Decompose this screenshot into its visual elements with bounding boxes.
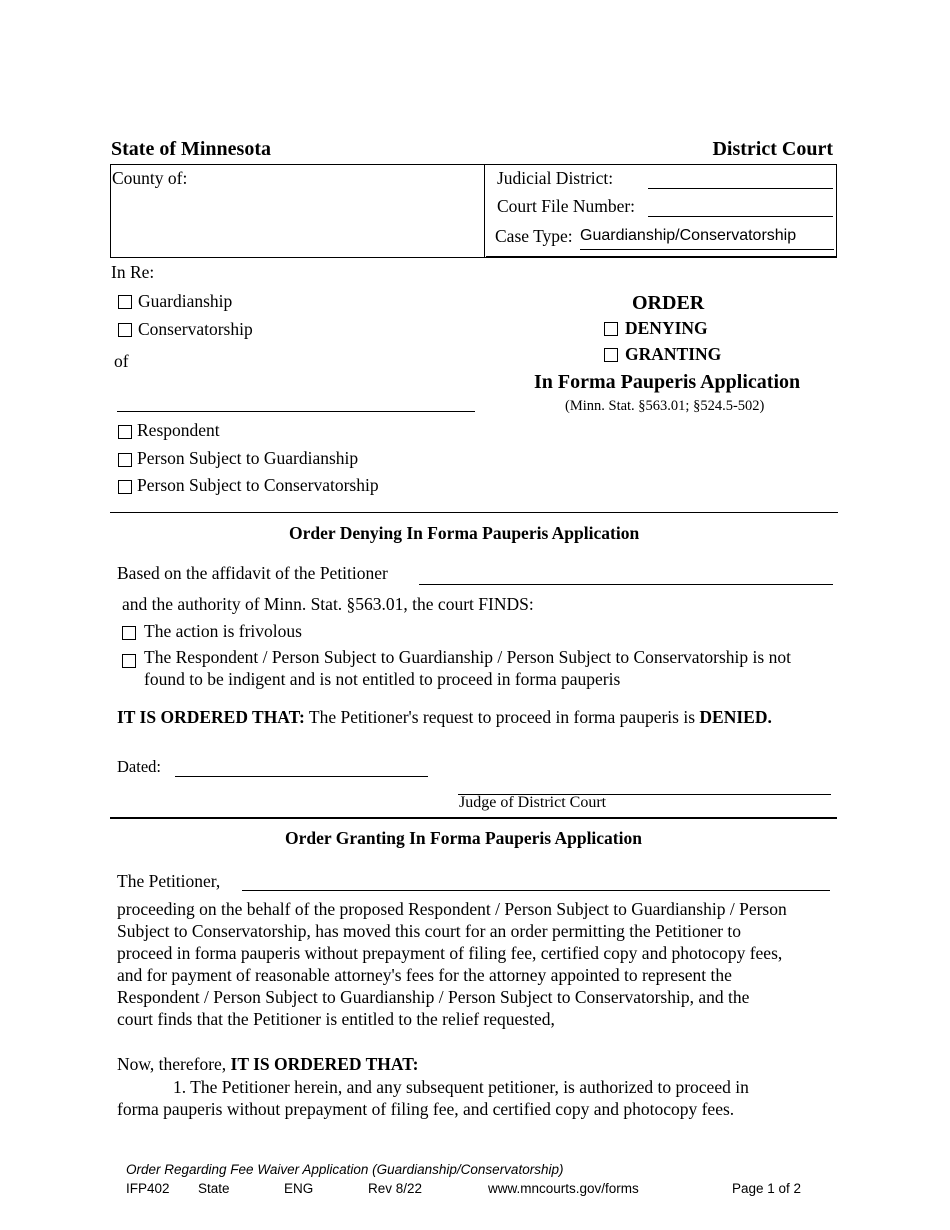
not-indigent-checkbox[interactable] <box>122 654 136 668</box>
subject-conservatorship-checkbox[interactable] <box>118 480 132 494</box>
deny-heading: Order Denying In Forma Pauperis Application <box>289 523 640 543</box>
frivolous-label: The action is frivolous <box>144 621 302 641</box>
grant-body-line: court finds that the Petitioner is entitled to the relief requested, <box>117 1009 555 1029</box>
section-divider <box>110 512 838 513</box>
court-file-label: Court File Number: <box>497 196 636 216</box>
deny-ordered-lead: IT IS ORDERED THAT: <box>117 707 305 727</box>
footer-form-id: IFP402 <box>126 1181 170 1196</box>
deny-ordered-text: The Petitioner's request to proceed in forma pauperis is <box>304 707 700 727</box>
case-type-underline <box>580 249 834 250</box>
footer-page: Page 1 of 2 <box>732 1181 802 1196</box>
now-ordered-lead: IT IS ORDERED THAT: <box>230 1054 419 1074</box>
county-label: County of: <box>112 168 188 188</box>
denying-label: DENYING <box>625 318 708 338</box>
statute-citation: (Minn. Stat. §563.01; §524.5-502) <box>565 398 765 414</box>
court-title: District Court <box>712 138 833 160</box>
order-item-1-line2: forma pauperis without prepayment of filing fee, and certified copy and photocopy fees. <box>117 1099 735 1119</box>
order-title: ORDER <box>632 292 705 314</box>
guardianship-checkbox[interactable] <box>118 295 132 309</box>
in-re-label: In Re: <box>111 262 155 282</box>
respondent-name-field[interactable] <box>117 411 475 412</box>
subject-guardianship-label: Person Subject to Guardianship <box>137 448 359 468</box>
footer-lang: ENG <box>284 1181 314 1196</box>
dated-field[interactable] <box>175 776 428 777</box>
deny-order-statement <box>117 707 772 728</box>
judicial-district-field[interactable] <box>648 188 833 189</box>
now-therefore-text: Now, therefore, <box>117 1054 231 1074</box>
caption-divider <box>484 164 485 258</box>
of-label: of <box>114 351 129 371</box>
conservatorship-label: Conservatorship <box>138 319 253 339</box>
grant-body-line: Respondent / Person Subject to Guardianship / Person Subject to Conservatorship, and the <box>117 987 750 1007</box>
petitioner-label: The Petitioner, <box>117 871 221 891</box>
case-type-label: Case Type: <box>495 226 573 246</box>
judge-label: Judge of District Court <box>459 794 607 811</box>
grant-body-line: proceed in forma pauperis without prepayment of filing fee, certified copy and photocopy fees, <box>117 943 783 963</box>
grant-body-line: proceeding on the behalf of the proposed Respondent / Person Subject to Guardianship / Person <box>117 899 787 919</box>
respondent-checkbox[interactable] <box>118 425 132 439</box>
granting-label: GRANTING <box>625 344 722 364</box>
denying-checkbox[interactable] <box>604 322 618 336</box>
grant-petitioner-field[interactable] <box>242 890 830 891</box>
order-subtitle: In Forma Pauperis Application <box>534 371 801 393</box>
footer-url: www.mncourts.gov/forms <box>488 1181 639 1196</box>
subject-conservatorship-label: Person Subject to Conservatorship <box>137 475 379 495</box>
frivolous-checkbox[interactable] <box>122 626 136 640</box>
caption-double-line <box>486 256 837 257</box>
guardianship-label: Guardianship <box>138 291 233 311</box>
section-divider-thick <box>110 817 837 819</box>
based-on-label: Based on the affidavit of the Petitioner <box>117 563 388 583</box>
footer-rev: Rev 8/22 <box>368 1181 423 1196</box>
now-therefore-statement <box>117 1054 418 1075</box>
grant-body-line: and for payment of reasonable attorney's fees for the attorney appointed to represent the <box>117 965 732 985</box>
not-indigent-line1: The Respondent / Person Subject to Guardianship / Person Subject to Conservatorship is not <box>144 647 791 667</box>
dated-label: Dated: <box>117 757 161 776</box>
case-type-value[interactable]: Guardianship/Conservatorship <box>580 227 797 244</box>
deny-ordered-result: DENIED. <box>699 707 772 727</box>
state-title: State of Minnesota <box>111 138 271 160</box>
court-file-field[interactable] <box>648 216 833 217</box>
petitioner-name-field[interactable] <box>419 584 833 585</box>
respondent-label: Respondent <box>137 420 220 440</box>
judicial-district-label: Judicial District: <box>497 168 614 188</box>
grant-heading: Order Granting In Forma Pauperis Application <box>285 828 642 848</box>
authority-text: and the authority of Minn. Stat. §563.01, the court FINDS: <box>122 594 534 614</box>
granting-checkbox[interactable] <box>604 348 618 362</box>
grant-body-line: Subject to Conservatorship, has moved this court for an order permitting the Petitioner to <box>117 921 742 941</box>
not-indigent-line2: found to be indigent and is not entitled to proceed in forma pauperis <box>144 669 621 689</box>
footer-title: Order Regarding Fee Waiver Application (Guardianship/Conservatorship) <box>126 1162 564 1177</box>
conservatorship-checkbox[interactable] <box>118 323 132 337</box>
order-item-1-line1: 1. The Petitioner herein, and any subsequent petitioner, is authorized to proceed in <box>173 1077 749 1097</box>
footer-scope: State <box>198 1181 230 1196</box>
subject-guardianship-checkbox[interactable] <box>118 453 132 467</box>
